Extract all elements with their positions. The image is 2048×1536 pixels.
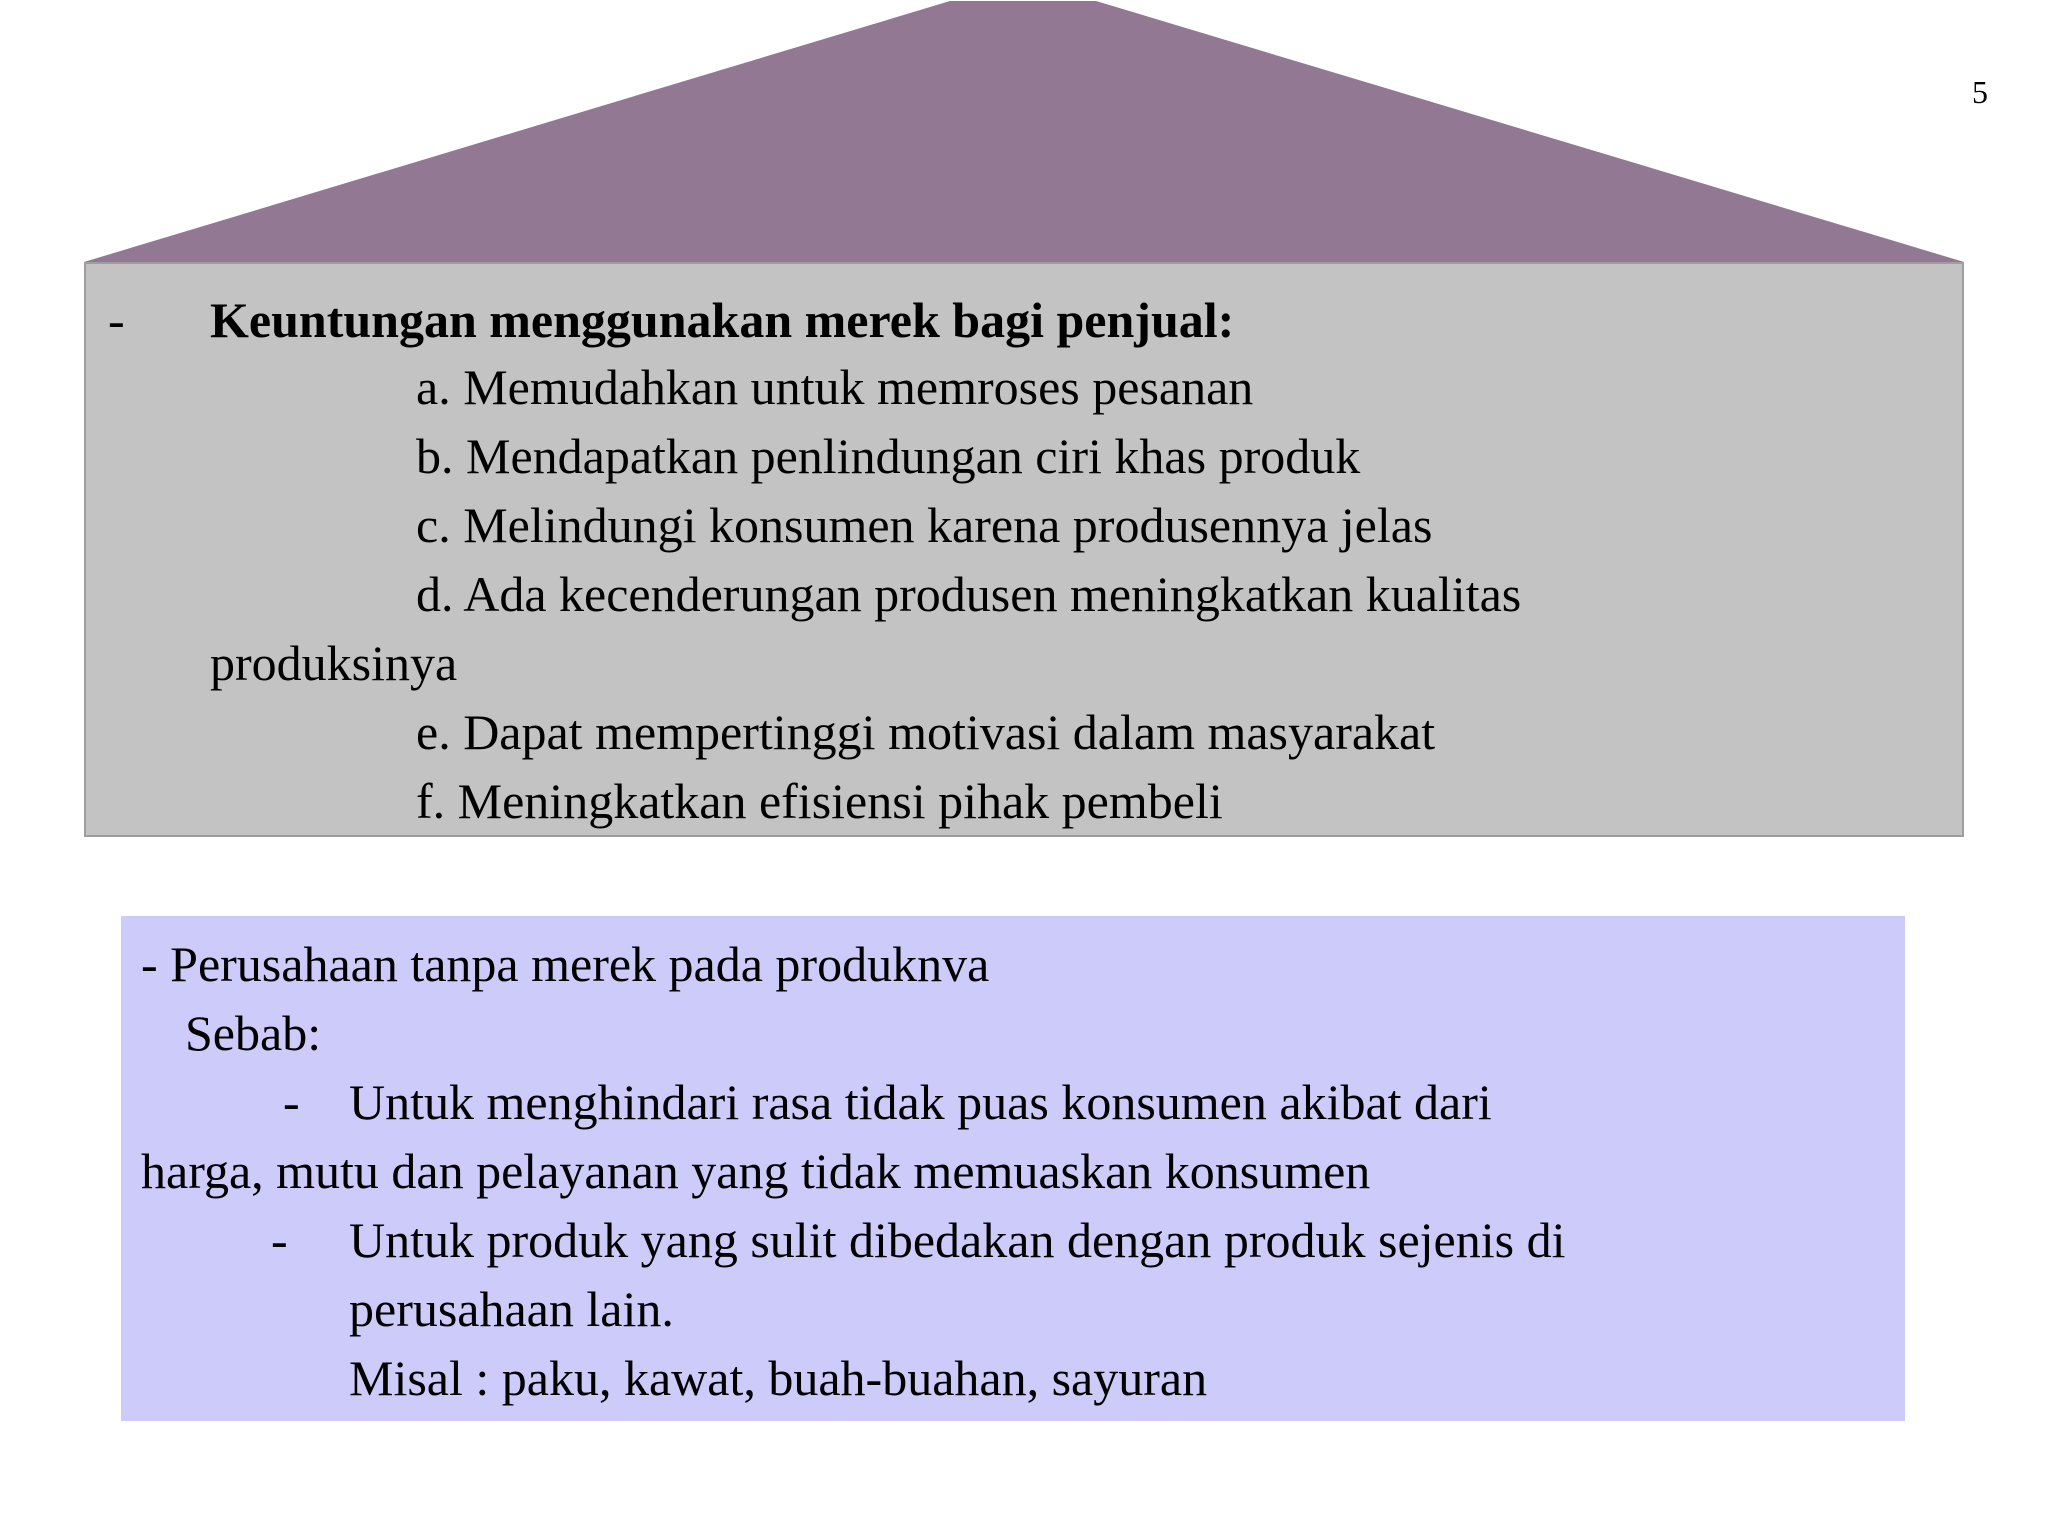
reason-2-line-1: Untuk produk yang sulit dibedakan dengan produk sejenis di (349, 1212, 1566, 1268)
benefit-item-b: b. Mendapatkan penlindungan ciri khas produk (416, 428, 1361, 484)
no-brand-title: - Perusahaan tanpa merek pada produknva (141, 936, 990, 992)
reason-1-dash: - (283, 1074, 300, 1130)
reason-1-line-2: harga, mutu dan pelayanan yang tidak memuaskan konsumen (141, 1143, 1371, 1199)
reason-2-dash: - (271, 1212, 288, 1268)
no-brand-box (121, 916, 1905, 1421)
benefit-item-d: d. Ada kecenderungan produsen meningkatkan kualitas (416, 566, 1522, 622)
no-brand-subtitle: Sebab: (185, 1005, 322, 1061)
benefit-item-c: c. Melindungi konsumen karena produsennya jelas (416, 497, 1433, 553)
benefit-item-a: a. Memudahkan untuk memroses pesanan (416, 359, 1254, 415)
slide-number: 5 (1972, 74, 1988, 110)
benefit-item-d-continued: produksinya (210, 635, 458, 691)
seller-benefits-box (84, 262, 1964, 837)
heading-dash: - (108, 292, 125, 348)
reason-2-line-2: perusahaan lain. (349, 1281, 674, 1337)
example-line: Misal : paku, kawat, buah-buahan, sayuran (349, 1350, 1208, 1406)
roof-triangle (84, 1, 1964, 262)
roof-shape (0, 0, 2048, 270)
benefit-item-e: e. Dapat mempertinggi motivasi dalam masyarakat (416, 704, 1436, 760)
reason-1-line-1: Untuk menghindari rasa tidak puas konsumen akibat dari (349, 1074, 1492, 1130)
benefit-item-f: f. Meningkatkan efisiensi pihak pembeli (416, 773, 1223, 829)
benefits-heading: Keuntungan menggunakan merek bagi penjual: (210, 292, 1235, 348)
